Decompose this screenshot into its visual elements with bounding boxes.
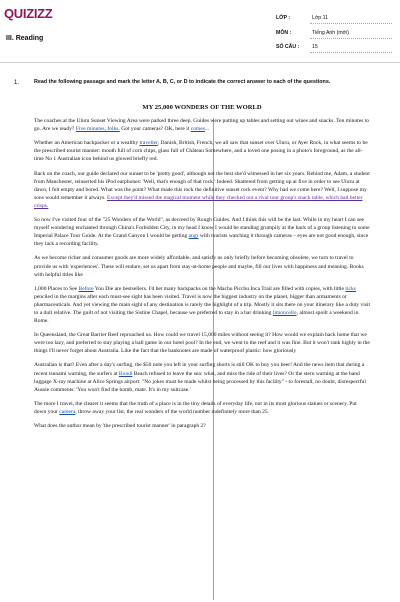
paragraph-text: 1,000 Places to See — [34, 285, 79, 292]
paragraph-3 — [34, 170, 370, 210]
meta-count-row — [276, 42, 396, 54]
paragraph-text: Whether an American backpacker or a wealthy — [34, 140, 140, 147]
paragraph-text: The coaches at the Uluru Sunset Viewing Area were parked three deep. Guides were putting up tables and setting out wines and snacks. Ten minutes to go. Are we ready? — [34, 118, 370, 133]
highlighted-phrase[interactable]: camera — [59, 408, 76, 415]
page-header — [0, 0, 400, 63]
paragraph-text: In Queensland, the Great Barrier Reef reproached us. How could we travel 15,000 miles without seeing it? How would we explain back home that we were too lazy, and preferred to stay playing a ball game in our hotel pool? In the end, we went to the reef and it was fine. But it won't rank highly in the things I'll never forget about Australia. Like the fact that the banknotes are made of waterproof plastic: how gloriously — [34, 332, 370, 355]
paragraph-text: , almost spoilt a weekend in Rome. — [34, 309, 359, 325]
meta-class-value: Lớp 11 — [312, 15, 328, 21]
meta-subject-value: Tiếng Anh (mới) — [312, 30, 349, 36]
meta-divider — [310, 38, 392, 39]
paragraph-text: with tourists watching it through cameras – eyes are not good enough, since they lack a recording facility. — [34, 233, 369, 248]
paragraph-6 — [34, 285, 370, 325]
highlighted-phrase[interactable]: ticks — [345, 285, 356, 292]
meta-count-label: SỐ CÂU : — [276, 44, 300, 50]
meta-divider — [310, 52, 392, 53]
highlighted-phrase[interactable]: Five minutes, folks. — [75, 126, 120, 133]
paragraph-7 — [34, 331, 370, 355]
paragraph-text: Got your cameras? OK, here it — [119, 126, 191, 133]
paragraph-1 — [34, 117, 370, 133]
meta-divider — [310, 23, 392, 24]
paragraph-4 — [34, 216, 370, 248]
paragraph-text: The more I travel, the clearer it seems that the truth of a place is in the tiny details of everyday life, not in its most glorious statues or scenery. Put down your — [34, 400, 357, 415]
paragraph-text: ... — [204, 126, 210, 133]
highlighted-phrase[interactable]: traveller — [139, 140, 158, 147]
paragraph-text: So now I've visited four of the "25 Wonders of the World", as decreed by Rough Guides. And I think this will be the last. While in my heart I can see myself wondering enchanted through China's Forbidden City, in my head I know I would be standing grumpily at the back of a group listening to some Imperial Palace Tour Guide. At the Grand Canyon I would be getting — [34, 217, 370, 240]
paragraph-text: You Die are bestsellers. I'd bet many backpacks on the Machu Picchu Inca Trail are filled with copies, with little — [93, 285, 346, 292]
trailing-question: What does the author mean by 'the prescribed tourist manner' in paragraph 2? — [34, 423, 206, 429]
paragraph-text: Back on the coach, our guide declared our sunset to be 'pretty good', although not the best she'd witnessed in her six years. Behind me, Adam, a student from Manchester, reinserted his iPod earphones: 'Well, that's enough of that rock.' Indeed. Shattered from getting up at five in order to see Uluru at dawn, I felt empty and bored. What was the point? What made this rock the definitive sunset rock event? Why had we come here? Well, I suppose my sons would remember it always. — [34, 170, 370, 201]
reading-passage — [34, 104, 370, 602]
meta-subject-label: MÔN : — [276, 30, 292, 36]
meta-class-label: LỚP : — [276, 15, 291, 21]
paragraph-9 — [34, 400, 370, 416]
highlighted-phrase[interactable]: angr — [188, 233, 199, 240]
paragraph-text: Beach refused to leave the sea: what, and miss the ride of their lives? Or the stern warning at the hand luggage X-ray machine at Alice Springs airport: "No jokes must be made whilst being processed by this facility" - to forestall, no doubt, disrespectful Aussie comments: 'You won't find the bomb, mate. It's in my suitcase.' — [34, 370, 366, 393]
meta-subject-row — [276, 28, 396, 40]
paragraph-2 — [34, 139, 370, 163]
passage-title: MY 25,000 WONDERS OF THE WORLD — [142, 104, 262, 111]
paragraph-text: , throw away your list, the real wonders of the world number indefinitely more than 25. — [75, 408, 270, 415]
highlighted-phrase[interactable]: Before — [78, 285, 94, 292]
quizizz-logo: QUIZIZZ — [4, 6, 53, 21]
highlighted-phrase[interactable]: comes — [190, 126, 205, 133]
paragraph-text: As we become richer and consumer goods are more widely affordable, and satisfy us only briefly before becoming obsolete, we turn to travel to provide us with 'experiences'. These will endure, set us apart from stay-at-home people and maybe, fill our lives with happiness and meaning. Books with helpful titles like — [34, 255, 364, 278]
question-instruction: Read the following passage and mark the letter A, B, C, or D to indicate the correct answer to each of the questions. — [34, 79, 331, 85]
question-number: 1. — [14, 80, 20, 86]
section-title: III. Reading — [6, 35, 44, 42]
highlighted-phrase[interactable]: limoncello — [272, 309, 297, 316]
paragraph-text: , Danish, British, French, we all saw that sunset over Uluru, or Ayer Rock, in what seems to be the prescribed tourist manner: mouth full of corn chips, glass full of Château Somewhere, and a loved one posing in a photo's foreground, as the all-time No 1 Australian icon behind us glowed briefly red. — [34, 140, 368, 163]
highlighted-phrase[interactable]: Bondi — [118, 370, 133, 377]
meta-class-row — [276, 13, 396, 25]
paragraph-8 — [34, 361, 370, 393]
highlighted-phrase[interactable]: Except they'd missed the magical moment while they checked out a rival tour group's snack table, which had better crisps. — [34, 194, 363, 209]
paragraph-text: Australian is that? Even after a day's surfing, the $50 note you left in your surfing shorts is still OK to buy you beer! And the news item that during a recent tsunami warning, the surfers at — [34, 362, 365, 377]
paragraph-text: penciled in the margins after each must-see sight has been visited. Travel is now the biggest industry on the planet, bigger than armaments or pharmaceuticals. And yet viewing the main sight of any destination is rarely the highlight of a trip. Mostly it sits there on your itinerary like a duty visit to a dull relative. The guilt of not visiting the Sistine Chapel, because we preferred to stay in a bar drinking — [34, 293, 370, 316]
paragraph-5 — [34, 254, 370, 278]
meta-count-value: 15 — [312, 44, 318, 50]
